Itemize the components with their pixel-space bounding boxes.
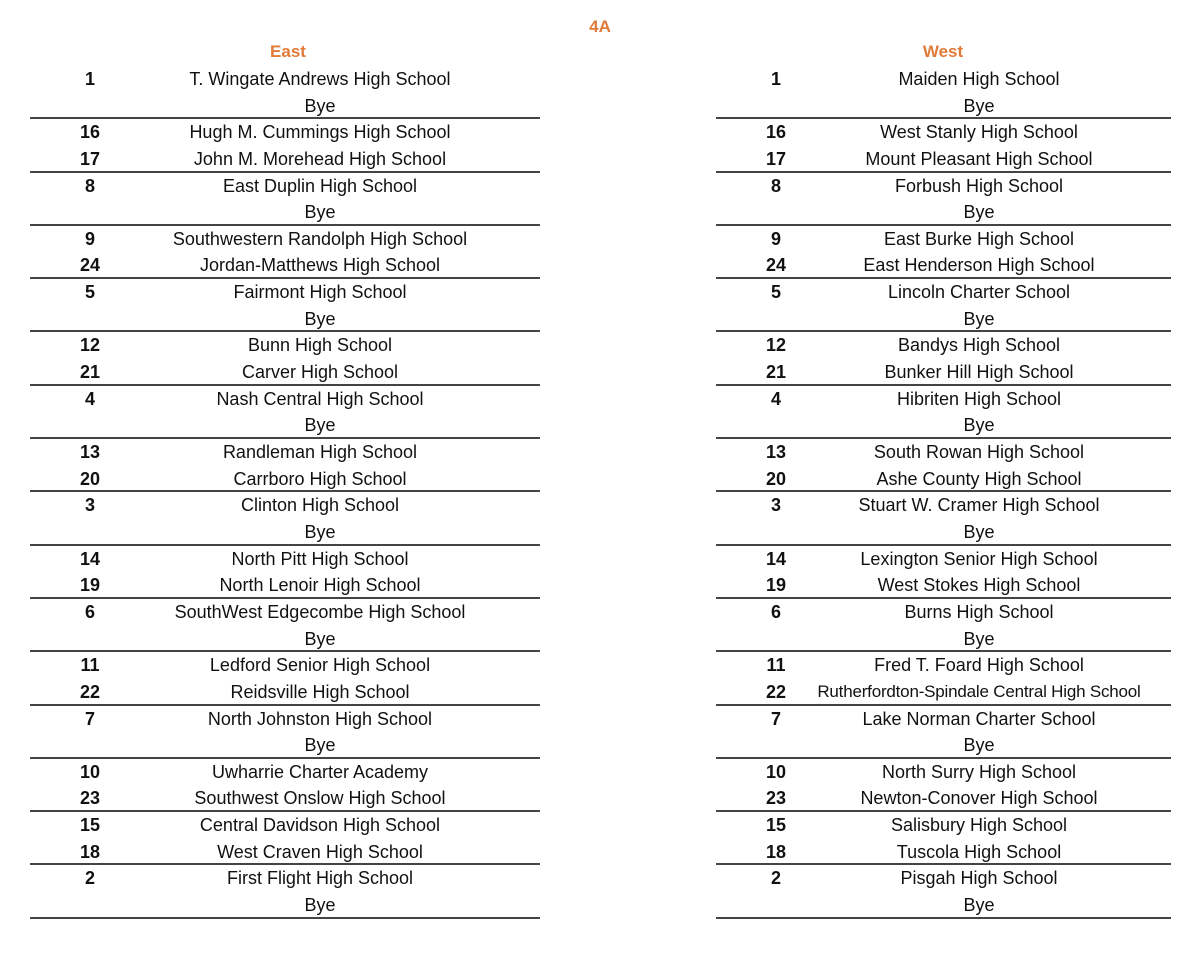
seed-number: 18 (765, 841, 787, 862)
team-slot (716, 226, 1171, 253)
team-name: Bye (963, 202, 995, 223)
seed-number: 9 (84, 228, 95, 249)
matchup (30, 812, 540, 865)
seed-number: 17 (79, 148, 101, 169)
team-name: West Stokes High School (877, 575, 1081, 596)
team-slot (30, 412, 540, 439)
team-name: Southwest Onslow High School (194, 788, 446, 809)
seed-number: 11 (80, 655, 100, 676)
team-name: North Surry High School (881, 761, 1077, 782)
team-slot (30, 626, 540, 653)
seed-number: 24 (79, 255, 101, 276)
team-slot (30, 492, 540, 519)
matchup (716, 279, 1171, 332)
matchup-list (30, 66, 540, 919)
matchup (716, 706, 1171, 759)
team-name: Bunn High School (247, 335, 393, 356)
seed-number: 10 (79, 761, 101, 782)
seed-number: 15 (79, 815, 101, 836)
team-slot (716, 626, 1171, 653)
team-name: Bye (304, 202, 336, 223)
seed-number: 18 (79, 841, 101, 862)
team-slot (30, 226, 540, 253)
team-slot (30, 892, 540, 919)
team-slot (716, 279, 1171, 306)
team-name: Pisgah High School (900, 868, 1058, 889)
team-name: North Pitt High School (231, 548, 409, 569)
seed-number: 21 (79, 362, 101, 383)
team-slot (716, 439, 1171, 466)
seed-number: 20 (765, 468, 787, 489)
team-name: Fairmont High School (233, 282, 407, 303)
team-name: Nash Central High School (216, 388, 424, 409)
team-slot (716, 173, 1171, 200)
team-name: Lake Norman Charter School (862, 708, 1096, 729)
team-name: Bye (963, 415, 995, 436)
team-slot (716, 785, 1171, 812)
matchup (716, 492, 1171, 545)
seed-number: 1 (770, 69, 781, 89)
team-name: Randleman High School (222, 442, 418, 463)
matchup (30, 652, 540, 705)
team-slot (716, 599, 1171, 626)
team-name: Uwharrie Charter Academy (211, 761, 429, 782)
team-slot (716, 466, 1171, 493)
team-slot (30, 599, 540, 626)
team-name: Stuart W. Cramer High School (858, 495, 1100, 516)
team-slot (30, 652, 540, 679)
seed-number: 22 (765, 681, 787, 702)
team-name: Central Davidson High School (199, 815, 441, 836)
team-name: Jordan-Matthews High School (199, 255, 441, 276)
team-slot (30, 679, 540, 706)
seed-number: 15 (765, 815, 787, 836)
matchup (30, 386, 540, 439)
matchup (716, 386, 1171, 439)
team-slot (30, 146, 540, 173)
seed-number: 17 (765, 148, 787, 169)
team-slot (716, 93, 1171, 120)
team-name: East Burke High School (883, 228, 1075, 249)
team-name: T. Wingate Andrews High School (189, 69, 451, 89)
matchup (30, 119, 540, 172)
matchup (716, 546, 1171, 599)
matchup (30, 599, 540, 652)
seed-number: 12 (79, 335, 101, 356)
team-slot (716, 679, 1171, 706)
team-slot (716, 199, 1171, 226)
matchup (30, 865, 540, 918)
team-name: Carrboro High School (233, 468, 407, 489)
seed-number: 16 (765, 122, 787, 143)
team-slot (716, 572, 1171, 599)
team-slot (716, 146, 1171, 173)
team-slot (716, 386, 1171, 413)
seed-number: 14 (765, 548, 787, 569)
matchup (30, 226, 540, 279)
team-slot (30, 332, 540, 359)
seed-number: 5 (770, 282, 781, 303)
team-name: Tuscola High School (896, 841, 1062, 862)
matchup-list (716, 66, 1171, 919)
team-slot (30, 66, 540, 93)
team-name: Bye (963, 895, 995, 916)
seed-number: 3 (770, 495, 781, 516)
seed-number: 19 (79, 575, 101, 596)
team-name: East Duplin High School (222, 175, 418, 196)
seed-number: 12 (765, 335, 787, 356)
matchup (30, 492, 540, 545)
seed-number: 8 (84, 175, 95, 196)
team-name: Bye (304, 628, 336, 649)
team-name: West Stanly High School (880, 122, 1078, 143)
team-slot (30, 865, 540, 892)
matchup (30, 173, 540, 226)
seed-number: 11 (766, 655, 786, 676)
seed-number: 5 (84, 282, 95, 303)
team-slot (716, 412, 1171, 439)
team-name: Fred T. Foard High School (874, 655, 1084, 676)
team-name: Mount Pleasant High School (865, 148, 1093, 169)
team-slot (716, 332, 1171, 359)
team-slot (30, 812, 540, 839)
matchup (30, 759, 540, 812)
matchup (716, 599, 1171, 652)
team-slot (30, 439, 540, 466)
team-slot (30, 732, 540, 759)
team-name: Southwestern Randolph High School (172, 228, 468, 249)
matchup (30, 279, 540, 332)
team-slot (716, 892, 1171, 919)
team-slot (716, 812, 1171, 839)
team-slot (716, 865, 1171, 892)
seed-number: 13 (79, 442, 101, 463)
seed-number: 6 (770, 601, 781, 622)
matchup (30, 332, 540, 385)
team-name: SouthWest Edgecombe High School (174, 601, 466, 622)
seed-number: 13 (765, 442, 787, 463)
team-slot (716, 732, 1171, 759)
team-slot (30, 759, 540, 786)
seed-number: 7 (84, 708, 95, 729)
team-name: Ashe County High School (876, 468, 1082, 489)
seed-number: 7 (770, 708, 781, 729)
matchup (30, 706, 540, 759)
team-slot (30, 252, 540, 279)
team-slot (716, 252, 1171, 279)
team-name: Salisbury High School (890, 815, 1068, 836)
seed-number: 9 (770, 228, 781, 249)
matchup (716, 173, 1171, 226)
seed-number: 20 (79, 468, 101, 489)
team-name: Clinton High School (240, 495, 400, 516)
team-slot (30, 466, 540, 493)
seed-number: 1 (84, 69, 95, 89)
seed-number: 6 (84, 601, 95, 622)
team-slot (716, 519, 1171, 546)
seed-number: 4 (770, 388, 781, 409)
seed-number: 3 (84, 495, 95, 516)
matchup (716, 332, 1171, 385)
team-name: North Johnston High School (207, 708, 433, 729)
team-name: Hibriten High School (896, 388, 1062, 409)
team-slot (30, 839, 540, 866)
team-name: Bandys High School (897, 335, 1061, 356)
seed-number: 24 (765, 255, 787, 276)
team-slot (30, 706, 540, 733)
page-title: 4A (589, 17, 611, 36)
team-name: South Rowan High School (873, 442, 1085, 463)
matchup (30, 546, 540, 599)
team-name: Bye (963, 308, 995, 329)
seed-number: 16 (79, 122, 101, 143)
team-slot (716, 66, 1171, 93)
team-slot (30, 519, 540, 546)
team-name: Forbush High School (894, 175, 1064, 196)
matchup (716, 652, 1171, 705)
team-slot (716, 759, 1171, 786)
region-title: West (922, 42, 964, 61)
team-name: Maiden High School (898, 69, 1060, 89)
team-name: Carver High School (241, 362, 399, 383)
team-name: John M. Morehead High School (193, 148, 447, 169)
team-name: Bye (304, 415, 336, 436)
team-slot (716, 652, 1171, 679)
team-name: Bunker Hill High School (884, 362, 1074, 383)
seed-number: 22 (79, 681, 101, 702)
seed-number: 2 (770, 868, 781, 889)
matchup (30, 439, 540, 492)
team-name: Lexington Senior High School (860, 548, 1098, 569)
team-slot (716, 839, 1171, 866)
team-slot (716, 546, 1171, 573)
matchup (716, 812, 1171, 865)
team-name: Bye (304, 95, 336, 116)
seed-number: 23 (79, 788, 101, 809)
team-name: Bye (304, 308, 336, 329)
team-name: North Lenoir High School (219, 575, 421, 596)
team-slot (30, 279, 540, 306)
team-slot (716, 706, 1171, 733)
team-slot (716, 119, 1171, 146)
team-name: Ledford Senior High School (209, 655, 431, 676)
team-name: Burns High School (904, 601, 1054, 622)
seed-number: 19 (765, 575, 787, 596)
matchup (30, 66, 540, 119)
team-name: Bye (963, 95, 995, 116)
matchup (716, 66, 1171, 119)
team-name: Bye (304, 895, 336, 916)
seed-number: 21 (765, 362, 787, 383)
team-slot (30, 306, 540, 333)
team-slot (30, 785, 540, 812)
team-name: Newton-Conover High School (860, 788, 1098, 809)
team-slot (30, 386, 540, 413)
team-name: Hugh M. Cummings High School (189, 122, 451, 143)
team-name: Bye (963, 628, 995, 649)
team-slot (30, 199, 540, 226)
team-name: First Flight High School (226, 868, 414, 889)
team-slot (30, 119, 540, 146)
seed-number: 4 (84, 388, 95, 409)
matchup (716, 759, 1171, 812)
seed-number: 14 (79, 548, 101, 569)
team-slot (716, 492, 1171, 519)
team-name: Bye (304, 521, 336, 542)
team-slot (716, 359, 1171, 386)
team-name: Reidsville High School (230, 681, 410, 702)
region-title: East (270, 42, 306, 61)
team-name: Bye (304, 735, 336, 756)
seed-number: 10 (765, 761, 787, 782)
matchup (716, 119, 1171, 172)
team-name: Lincoln Charter School (887, 282, 1071, 303)
team-slot (30, 173, 540, 200)
matchup (716, 439, 1171, 492)
team-slot (30, 93, 540, 120)
team-name: Bye (963, 735, 995, 756)
team-slot (30, 546, 540, 573)
team-slot (30, 359, 540, 386)
team-name: Bye (963, 521, 995, 542)
team-name: West Craven High School (217, 841, 423, 862)
team-name: Rutherfordton-Spindale Central High School (817, 681, 1141, 701)
team-name: East Henderson High School (863, 255, 1095, 276)
team-slot (30, 572, 540, 599)
matchup (716, 865, 1171, 918)
matchup (716, 226, 1171, 279)
seed-number: 2 (84, 868, 95, 889)
team-slot (716, 306, 1171, 333)
seed-number: 23 (765, 788, 787, 809)
seed-number: 8 (770, 175, 781, 196)
